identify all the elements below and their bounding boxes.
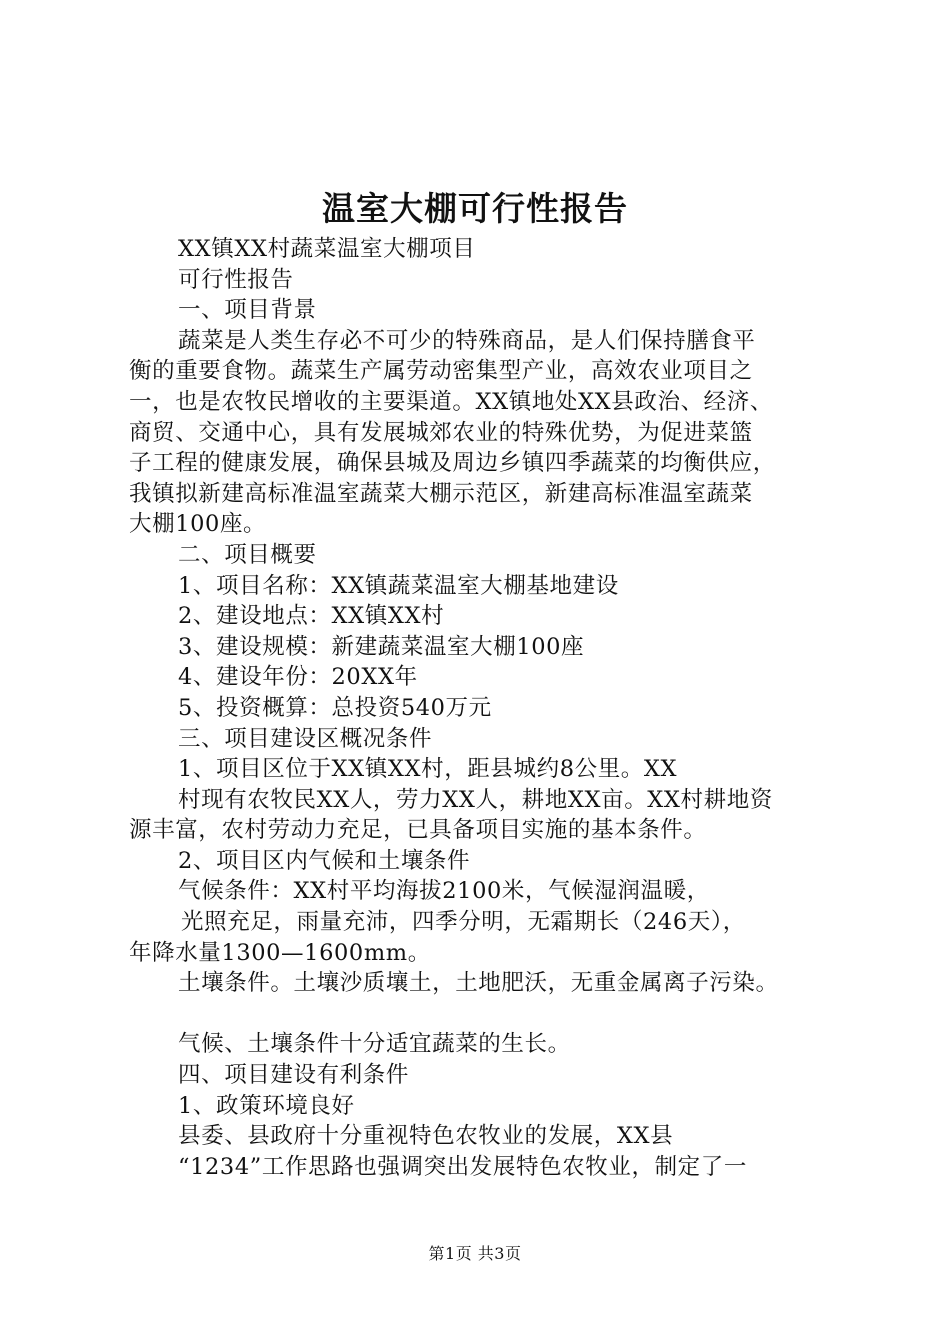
paragraph-line: 县委、县政府十分重视特色农牧业的发展，XX县 [178, 1123, 674, 1150]
paragraph-line: 年降水量1300—1600mm。 [129, 939, 431, 966]
paragraph-line: 蔬菜是人类生存必不可少的特殊商品，是人们保持膳食平 [178, 327, 756, 354]
overview-item: 1、项目名称：XX镇蔬菜温室大棚基地建设 [178, 572, 619, 599]
project-subtitle: XX镇XX村蔬菜温室大棚项目 [178, 236, 476, 262]
blank-line [129, 999, 839, 1030]
paragraph-line: 大棚100座。 [129, 511, 267, 538]
subsection-heading-climate: 2、项目区内气候和土壤条件 [178, 847, 471, 874]
page-footer: 第1页 共3页 [428, 1244, 522, 1263]
paragraph-line: “1234”工作思路也强调突出发展特色农牧业，制定了一 [178, 1153, 747, 1180]
overview-item: 2、建设地点：XX镇XX村 [178, 603, 445, 630]
paragraph-line: 土壤条件。土壤沙质壤土，土地肥沃，无重金属离子污染。 [178, 970, 779, 997]
paragraph-line: 我镇拟新建高标准温室蔬菜大棚示范区，新建高标准温室蔬菜 [129, 480, 753, 507]
paragraph-line: 村现有农牧民XX人，劳力XX人，耕地XX亩。XX村耕地资 [178, 786, 773, 813]
section-heading-background: 一、项目背景 [178, 297, 317, 324]
report-subtitle: 可行性报告 [178, 266, 294, 293]
subsection-heading-policy: 1、政策环境良好 [178, 1092, 355, 1119]
section-heading-advantages: 四、项目建设有利条件 [178, 1062, 410, 1089]
overview-item: 3、建设规模：新建蔬菜温室大棚100座 [178, 633, 585, 660]
section-heading-overview: 二、项目概要 [178, 541, 317, 568]
paragraph-line: 源丰富，农村劳动力充足，已具备项目实施的基本条件。 [129, 817, 707, 844]
paragraph-line: 气候、土壤条件十分适宜蔬菜的生长。 [178, 1031, 571, 1058]
paragraph-line: 1、项目区位于XX镇XX村，距县城约8公里。XX [178, 756, 678, 783]
document-title: 温室大棚可行性报告 [322, 189, 628, 228]
paragraph-line: 气候条件：XX村平均海拔2100米，气候湿润温暖， [178, 878, 710, 905]
paragraph-line: 商贸、交通中心，具有发展城郊农业的特殊优势，为促进菜篮 [129, 419, 753, 446]
overview-item: 4、建设年份：20XX年 [178, 664, 418, 691]
paragraph-line: 光照充足，雨量充沛，四季分明，无霜期长（246天）， [181, 909, 746, 936]
paragraph-line: 衡的重要食物。蔬菜生产属劳动密集型产业，高效农业项目之 [129, 358, 753, 385]
paragraph-line: 一，也是农牧民增收的主要渠道。XX镇地处XX县政治、经济、 [129, 388, 773, 415]
section-heading-conditions: 三、项目建设区概况条件 [178, 725, 433, 752]
document-body [129, 234, 839, 1182]
overview-item: 5、投资概算：总投资540万元 [178, 694, 492, 721]
paragraph-line: 子工程的健康发展，确保县城及周边乡镇四季蔬菜的均衡供应， [129, 450, 776, 477]
